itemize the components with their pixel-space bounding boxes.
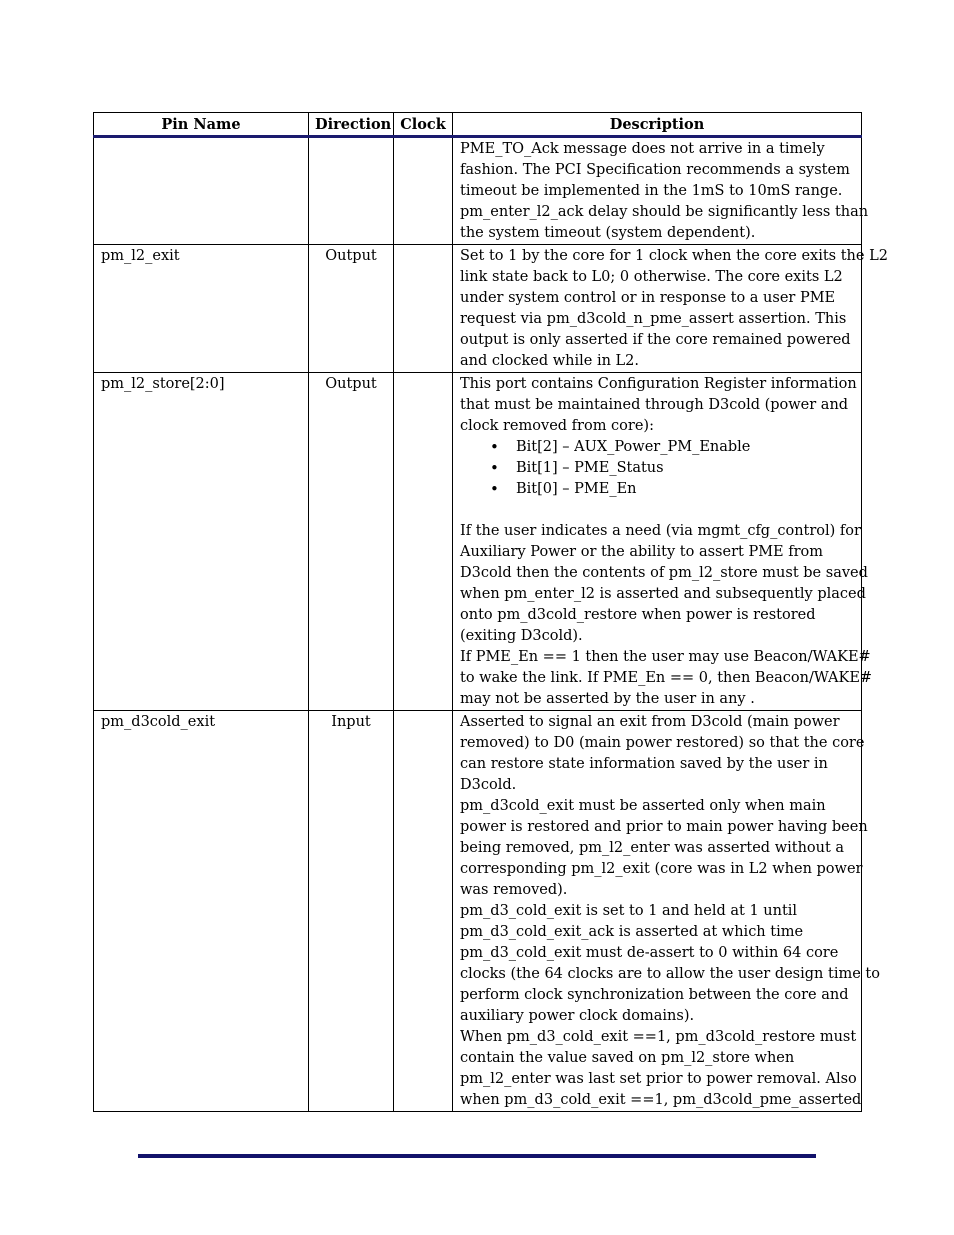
description-cell xyxy=(453,137,869,245)
paragraph-spacer xyxy=(460,500,851,521)
description-line: onto pm_d3cold_restore when power is restored xyxy=(460,607,816,623)
description-cell xyxy=(453,245,888,373)
description-line: Asserted to signal an exit from D3cold (main power xyxy=(460,714,840,730)
description-line: pm_l2_enter was last set prior to power removal. Also xyxy=(460,1071,857,1087)
description-line: clocks (the 64 clocks are to allow the user design time to xyxy=(460,966,880,982)
description-line: contain the value saved on pm_l2_store when xyxy=(460,1050,795,1066)
header-direction: Direction xyxy=(309,113,394,137)
header-row xyxy=(94,113,862,137)
signal-table xyxy=(93,112,888,1112)
clock-cell xyxy=(394,245,453,373)
description-cell xyxy=(453,373,873,711)
description-line: If PME_En == 1 then the user may use Beacon/WAKE# xyxy=(460,649,871,665)
description-line: PME_TO_Ack message does not arrive in a timely xyxy=(460,141,825,157)
description-line: removed) to D0 (main power restored) so that the core xyxy=(460,735,865,751)
pin-name-cell: pm_l2_exit xyxy=(94,245,309,373)
description-line: request via pm_d3cold_n_pme_assert assertion. This xyxy=(460,311,847,327)
description-line: power is restored and prior to main power having been xyxy=(460,819,868,835)
bit-list-item: • Bit[2] – AUX_Power_PM_Enable xyxy=(460,437,851,458)
description-line: under system control or in response to a user PME xyxy=(460,290,836,306)
description-line: link state back to L0; 0 otherwise. The core exits L2 xyxy=(460,269,843,285)
description-line: when pm_d3_cold_exit ==1, pm_d3cold_pme_asserted xyxy=(460,1092,862,1108)
description-line: output is only asserted if the core remained powered xyxy=(460,332,851,348)
description-line: pm_d3_cold_exit must de-assert to 0 within 64 core xyxy=(460,945,839,961)
description-line: was removed). xyxy=(460,882,568,898)
description-line: timeout be implemented in the 1mS to 10mS range. xyxy=(460,183,843,199)
table-row xyxy=(94,245,862,373)
direction-cell: Output xyxy=(309,245,394,373)
description-line: corresponding pm_l2_exit (core was in L2 when power xyxy=(460,861,863,877)
description-line: when pm_enter_l2 is asserted and subsequently placed xyxy=(460,586,866,602)
description-line: can restore state information saved by the user in xyxy=(460,756,828,772)
table-row xyxy=(94,711,862,1112)
clock-cell xyxy=(394,373,453,711)
description-line: and clocked while in L2. xyxy=(460,353,640,369)
description-line: perform clock synchronization between the core and xyxy=(460,987,849,1003)
description-line: This port contains Configuration Register information xyxy=(460,376,857,392)
description-line: clock removed from core): xyxy=(460,418,654,434)
direction-cell: Output xyxy=(309,373,394,711)
description-line: may not be asserted by the user in any . xyxy=(460,691,755,707)
description-line: When pm_d3_cold_exit ==1, pm_d3cold_restore must xyxy=(460,1029,857,1045)
bit-list xyxy=(460,437,851,500)
description-line: that must be maintained through D3cold (power and xyxy=(460,397,849,413)
description-line: pm_enter_l2_ack delay should be significantly less than xyxy=(460,204,869,220)
description-line: being removed, pm_l2_enter was asserted without a xyxy=(460,840,845,856)
pin-name-cell xyxy=(94,137,309,245)
direction-cell: Input xyxy=(309,711,394,1112)
description-line: Auxiliary Power or the ability to assert PME from xyxy=(460,544,824,560)
description-line: auxiliary power clock domains). xyxy=(460,1008,695,1024)
description-line: If the user indicates a need (via mgmt_cfg_control) for xyxy=(460,523,861,539)
bit-list-item: • Bit[0] – PME_En xyxy=(460,479,851,500)
header-pin-name: Pin Name xyxy=(94,113,309,137)
table-body xyxy=(94,137,888,1112)
table-row xyxy=(94,137,862,245)
description-line: to wake the link. If PME_En == 0, then Beacon/WAKE# xyxy=(460,670,873,686)
description-line: D3cold then the contents of pm_l2_store must be saved xyxy=(460,565,868,581)
description-line: pm_d3_cold_exit_ack is asserted at which time xyxy=(460,924,804,940)
footer-rule xyxy=(138,1154,816,1158)
description-line: the system timeout (system dependent). xyxy=(460,225,756,241)
pin-name-cell: pm_d3cold_exit xyxy=(94,711,309,1112)
table-header xyxy=(94,113,862,137)
header-description: Description xyxy=(453,113,862,137)
description-line: D3cold. xyxy=(460,777,517,793)
pin-name-cell: pm_l2_store[2:0] xyxy=(94,373,309,711)
description-line: Set to 1 by the core for 1 clock when the core exits the L2 xyxy=(460,248,888,264)
clock-cell xyxy=(394,137,453,245)
clock-cell xyxy=(394,711,453,1112)
description-cell xyxy=(453,711,880,1112)
description-line: fashion. The PCI Specification recommends a system xyxy=(460,162,850,178)
description-line: pm_d3_cold_exit is set to 1 and held at 1 until xyxy=(460,903,798,919)
direction-cell xyxy=(309,137,394,245)
description-line: (exiting D3cold). xyxy=(460,628,583,644)
header-clock: Clock xyxy=(394,113,453,137)
table-row xyxy=(94,373,862,711)
bit-list-item: • Bit[1] – PME_Status xyxy=(460,458,851,479)
description-line: pm_d3cold_exit must be asserted only when main xyxy=(460,798,826,814)
